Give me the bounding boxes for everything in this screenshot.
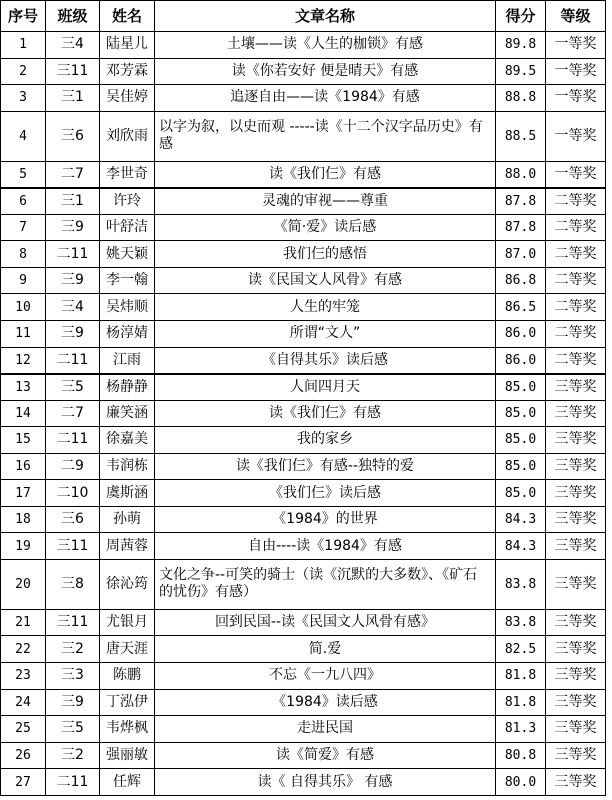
row-class: 三9	[46, 320, 100, 347]
row-class: 二10	[46, 480, 100, 507]
table-row	[1, 689, 606, 716]
row-name: 陈鹏	[100, 663, 155, 690]
row-index: 1	[1, 32, 46, 59]
row-index: 21	[1, 609, 46, 636]
row-title: 所谓“文人”	[155, 320, 496, 347]
row-class: 三9	[46, 214, 100, 241]
row-name: 姚天颖	[100, 241, 155, 268]
row-name: 孙萌	[100, 506, 155, 533]
row-class: 三3	[46, 663, 100, 690]
row-title: 《简·爱》读后感	[155, 214, 496, 241]
header-name: 姓名	[100, 1, 155, 32]
table-row	[1, 267, 606, 294]
row-score: 85.0	[496, 453, 546, 480]
row-name: 徐嘉美	[100, 427, 155, 454]
row-index: 20	[1, 559, 46, 609]
row-class: 二11	[46, 347, 100, 374]
row-index: 22	[1, 636, 46, 663]
row-score: 88.8	[496, 85, 546, 112]
row-class: 三6	[46, 506, 100, 533]
row-score: 89.8	[496, 32, 546, 59]
row-score: 81.3	[496, 716, 546, 743]
header-title: 文章名称	[155, 1, 496, 32]
row-index: 14	[1, 400, 46, 427]
row-score: 87.0	[496, 241, 546, 268]
row-title: 《1984》读后感	[155, 689, 496, 716]
row-name: 刘欣雨	[100, 111, 155, 161]
row-name: 杨淳婧	[100, 320, 155, 347]
row-index: 15	[1, 427, 46, 454]
row-class: 三1	[46, 188, 100, 215]
table-row	[1, 161, 606, 188]
row-award: 三等奖	[546, 769, 606, 796]
row-index: 10	[1, 294, 46, 321]
row-title: 读《你若安好 便是晴天》有感	[155, 58, 496, 85]
row-name: 强丽敏	[100, 742, 155, 769]
row-title: 我的家乡	[155, 427, 496, 454]
row-award: 三等奖	[546, 480, 606, 507]
row-index: 27	[1, 769, 46, 796]
row-index: 17	[1, 480, 46, 507]
table-row	[1, 188, 606, 215]
row-award: 三等奖	[546, 506, 606, 533]
row-score: 84.3	[496, 506, 546, 533]
row-score: 88.5	[496, 111, 546, 161]
header-row	[1, 1, 606, 32]
row-index: 24	[1, 689, 46, 716]
row-name: 丁泓伊	[100, 689, 155, 716]
row-score: 85.0	[496, 427, 546, 454]
row-class: 二7	[46, 161, 100, 188]
row-score: 85.0	[496, 374, 546, 401]
row-name: 任辉	[100, 769, 155, 796]
row-title: 人间四月天	[155, 374, 496, 401]
row-score: 87.8	[496, 214, 546, 241]
row-name: 李一翰	[100, 267, 155, 294]
row-award: 二等奖	[546, 214, 606, 241]
row-title: 《我们仨》读后感	[155, 480, 496, 507]
row-title: 走进民国	[155, 716, 496, 743]
row-name: 江雨	[100, 347, 155, 374]
row-class: 三5	[46, 716, 100, 743]
row-score: 85.0	[496, 400, 546, 427]
row-title: 读《我们仨》有感--独特的爱	[155, 453, 496, 480]
table-row	[1, 636, 606, 663]
row-title: 回到民国--读《民国文人风骨有感》	[155, 609, 496, 636]
row-score: 83.8	[496, 559, 546, 609]
row-score: 89.5	[496, 58, 546, 85]
row-index: 2	[1, 58, 46, 85]
row-class: 三11	[46, 609, 100, 636]
row-title: 文化之争--可笑的骑士（读《沉默的大多数》、《矿石的忧伤》有感）	[155, 559, 496, 609]
row-award: 三等奖	[546, 636, 606, 663]
row-title: 简.爱	[155, 636, 496, 663]
row-name: 陆星儿	[100, 32, 155, 59]
table-row	[1, 58, 606, 85]
row-award: 三等奖	[546, 400, 606, 427]
row-index: 19	[1, 533, 46, 560]
table-row	[1, 533, 606, 560]
row-index: 8	[1, 241, 46, 268]
row-award: 三等奖	[546, 453, 606, 480]
row-award: 一等奖	[546, 58, 606, 85]
row-title: 自由----读《1984》有感	[155, 533, 496, 560]
row-score: 81.8	[496, 663, 546, 690]
row-award: 三等奖	[546, 374, 606, 401]
row-class: 三4	[46, 294, 100, 321]
row-class: 三5	[46, 374, 100, 401]
row-class: 三11	[46, 533, 100, 560]
table-row	[1, 506, 606, 533]
row-index: 26	[1, 742, 46, 769]
row-award: 一等奖	[546, 32, 606, 59]
table-row	[1, 427, 606, 454]
row-index: 7	[1, 214, 46, 241]
row-class: 三2	[46, 636, 100, 663]
row-title: 读《 自得其乐》 有感	[155, 769, 496, 796]
row-title: 以字为叙，以史而观 -----读《十二个汉字品历史》有感	[155, 111, 496, 161]
table-row	[1, 347, 606, 374]
table-row	[1, 453, 606, 480]
row-award: 二等奖	[546, 241, 606, 268]
table-row	[1, 111, 606, 161]
row-title: 读《我们仨》有感	[155, 400, 496, 427]
row-award: 二等奖	[546, 188, 606, 215]
table-row	[1, 32, 606, 59]
table-row	[1, 85, 606, 112]
row-index: 6	[1, 188, 46, 215]
row-index: 23	[1, 663, 46, 690]
row-name: 韦烨枫	[100, 716, 155, 743]
row-name: 邓芳霖	[100, 58, 155, 85]
row-class: 三6	[46, 111, 100, 161]
row-class: 三2	[46, 742, 100, 769]
row-award: 二等奖	[546, 347, 606, 374]
row-score: 83.8	[496, 609, 546, 636]
table-row	[1, 374, 606, 401]
row-score: 80.0	[496, 769, 546, 796]
row-name: 虞斯涵	[100, 480, 155, 507]
table-row	[1, 609, 606, 636]
table-row	[1, 716, 606, 743]
row-class: 二9	[46, 453, 100, 480]
row-class: 三9	[46, 267, 100, 294]
row-award: 二等奖	[546, 267, 606, 294]
row-score: 80.8	[496, 742, 546, 769]
row-index: 25	[1, 716, 46, 743]
row-index: 13	[1, 374, 46, 401]
header-score: 得分	[496, 1, 546, 32]
row-index: 11	[1, 320, 46, 347]
row-index: 12	[1, 347, 46, 374]
header-award: 等级	[546, 1, 606, 32]
row-name: 吴炜顺	[100, 294, 155, 321]
row-title: 人生的牢笼	[155, 294, 496, 321]
row-name: 徐沁筠	[100, 559, 155, 609]
row-class: 二11	[46, 769, 100, 796]
row-index: 18	[1, 506, 46, 533]
row-score: 86.8	[496, 267, 546, 294]
table-row	[1, 559, 606, 609]
row-award: 三等奖	[546, 609, 606, 636]
row-class: 二7	[46, 400, 100, 427]
row-index: 3	[1, 85, 46, 112]
row-award: 一等奖	[546, 85, 606, 112]
row-class: 二11	[46, 241, 100, 268]
table-row	[1, 214, 606, 241]
row-award: 三等奖	[546, 716, 606, 743]
row-name: 许玲	[100, 188, 155, 215]
table-row	[1, 400, 606, 427]
row-name: 李世奇	[100, 161, 155, 188]
row-name: 吴佳婷	[100, 85, 155, 112]
row-title: 读《简爱》有感	[155, 742, 496, 769]
row-index: 9	[1, 267, 46, 294]
row-title: 灵魂的审视——尊重	[155, 188, 496, 215]
row-name: 周茜蓉	[100, 533, 155, 560]
row-class: 三8	[46, 559, 100, 609]
row-title: 不忘《一九八四》	[155, 663, 496, 690]
row-score: 84.3	[496, 533, 546, 560]
row-title: 《1984》的世界	[155, 506, 496, 533]
row-name: 韦润栋	[100, 453, 155, 480]
row-award: 二等奖	[546, 320, 606, 347]
row-name: 廉笑涵	[100, 400, 155, 427]
row-class: 三9	[46, 689, 100, 716]
row-award: 一等奖	[546, 111, 606, 161]
table-row	[1, 480, 606, 507]
table-row	[1, 320, 606, 347]
row-award: 三等奖	[546, 533, 606, 560]
row-class: 二11	[46, 427, 100, 454]
table-row	[1, 769, 606, 796]
row-score: 88.0	[496, 161, 546, 188]
row-title: 读《民国文人风骨》有感	[155, 267, 496, 294]
row-index: 4	[1, 111, 46, 161]
row-score: 81.8	[496, 689, 546, 716]
row-title: 追逐自由——读《1984》有感	[155, 85, 496, 112]
row-class: 三11	[46, 58, 100, 85]
table-row	[1, 663, 606, 690]
row-class: 三4	[46, 32, 100, 59]
row-title: 土壤——读《人生的枷锁》有感	[155, 32, 496, 59]
table-body	[1, 32, 606, 796]
row-award: 三等奖	[546, 663, 606, 690]
row-award: 二等奖	[546, 294, 606, 321]
table-row	[1, 294, 606, 321]
row-index: 5	[1, 161, 46, 188]
row-name: 杨静静	[100, 374, 155, 401]
row-score: 86.0	[496, 347, 546, 374]
row-award: 三等奖	[546, 742, 606, 769]
header-index: 序号	[1, 1, 46, 32]
row-score: 86.5	[496, 294, 546, 321]
row-award: 三等奖	[546, 689, 606, 716]
row-award: 三等奖	[546, 559, 606, 609]
row-score: 87.8	[496, 188, 546, 215]
table-row	[1, 241, 606, 268]
header-class: 班级	[46, 1, 100, 32]
row-class: 三1	[46, 85, 100, 112]
row-award: 三等奖	[546, 427, 606, 454]
row-title: 《自得其乐》读后感	[155, 347, 496, 374]
row-award: 一等奖	[546, 161, 606, 188]
row-score: 85.0	[496, 480, 546, 507]
row-score: 82.5	[496, 636, 546, 663]
row-score: 86.0	[496, 320, 546, 347]
row-name: 尤银月	[100, 609, 155, 636]
table-row	[1, 742, 606, 769]
row-title: 我们仨的感悟	[155, 241, 496, 268]
row-name: 叶舒洁	[100, 214, 155, 241]
row-index: 16	[1, 453, 46, 480]
row-name: 唐天涯	[100, 636, 155, 663]
row-title: 读《我们仨》有感	[155, 161, 496, 188]
